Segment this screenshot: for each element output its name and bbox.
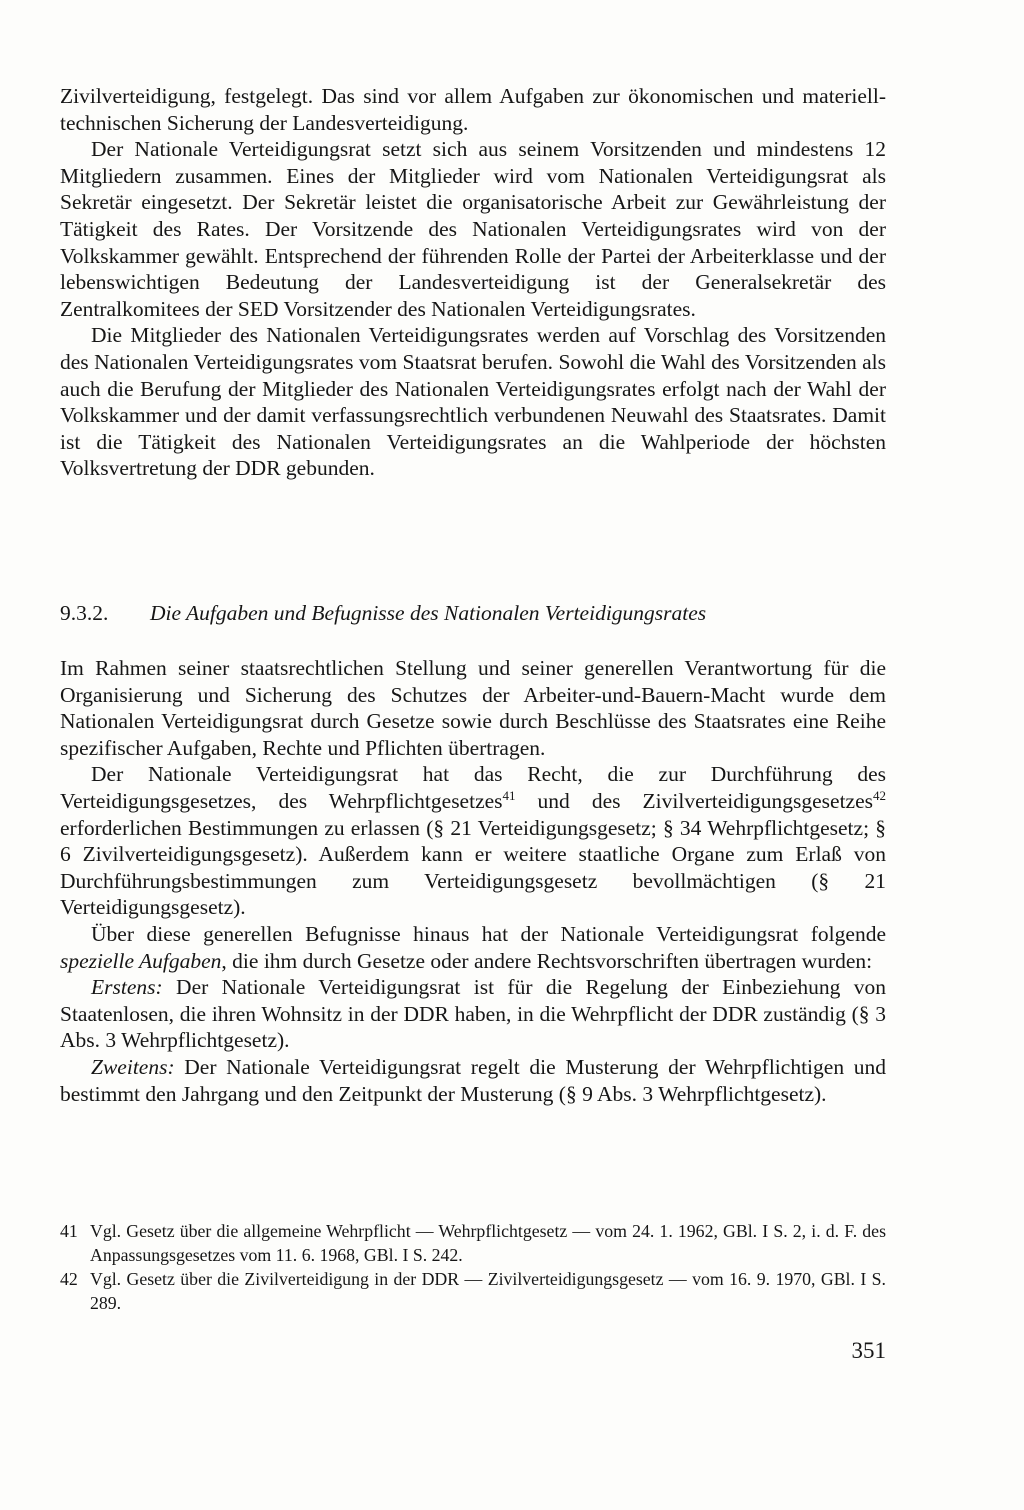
footnote-ref: 42 [873,787,886,803]
paragraph [60,974,886,1054]
footnote [60,1219,886,1267]
section-heading [60,600,886,627]
enumeration-lead: Erstens: [91,975,163,1000]
paragraph: Der Nationale Verteidigungsrat setzt sich aus seinem Vorsitzenden und mindestens 12 Mitgliedern zusammen. Eines der Mitglieder wird vom Nationalen Verteidigungsrat als Sekretär eingesetzt. Der Sekretär leistet die organisatorische Arbeit zur Gewährleistung der Tätigkeit des Rates. Der Vorsitzende des Nationalen Verteidigungsrates wird von der Volkskammer gewählt. Entsprechend der führenden Rolle der Partei der Arbeiterklasse und der lebenswichtigen Bedeutung der Landesverteidigung ist der Generalsekretär des Zentralkomitees der SED Vorsitzender des Nationalen Verteidigungsrates. [60,137,886,321]
text-run: Der Nationale Verteidigungsrat ist für die Regelung der Einbeziehung von Staatenlosen, die ihren Wohnsitz in der DDR haben, in die Wehrpflicht der DDR zuständig (§ 3 Abs. 3 Wehrpflichtgesetz). [60,975,886,1053]
text-run: erforderlichen Bestimmungen zu erlassen (§ 21 Verteidigungsgesetz; § 34 Wehrpflichtgesetz; § 6 Zivilverteidigungsgesetz). Außerdem kann er weitere staatliche Organe zum Erlaß von Durchführungsbestimmungen zum Verteidigungsgesetz bevollmächtigen (§ 21 Verteidigungsgesetz). [60,815,886,920]
section-title: Die Aufgaben und Befugnisse des Nationalen Verteidigungsrates [150,601,707,625]
text-run: Über diese generellen Befugnisse hinaus hat der Nationale Verteidigungsrat folgende [91,921,886,946]
emphasis-text: spezielle Aufgaben [60,948,222,973]
paragraph [60,761,886,921]
body-text-lower [60,655,886,1107]
footnote-text: Vgl. Gesetz über die Zivilverteidigung in der DDR — Zivilverteidigungsgesetz — vom 16. 9. 1970, GBl. I S. 289. [90,1269,886,1313]
paragraph: Zivilverteidigung, festgelegt. Das sind vor allem Aufgaben zur ökonomischen und materiell-technischen Sicherung der Landesverteidigung. [60,84,886,135]
footnote-text: Vgl. Gesetz über die allgemeine Wehrpflicht — Wehrpflichtgesetz — vom 24. 1. 1962, GBl. I S. 2, i. d. F. des Anpassungsgesetzes vom 11. 6. 1968, GBl. I S. 242. [90,1221,886,1265]
paragraph: Die Mitglieder des Nationalen Verteidigungsrates werden auf Vorschlag des Vorsitzenden des Nationalen Verteidigungsrates vom Staatsrat berufen. Sowohl die Wahl des Vorsitzenden als auch die Berufung der Mitglieder des Nationalen Verteidigungsrates erfolgt nach der Wahl der Volkskammer und der damit verfassungsrechtlich verbundenen Neuwahl des Staatsrates. Damit ist die Tätigkeit des Nationalen Verteidigungsrates an die Wahlperiode der höchsten Volksvertretung der DDR gebunden. [60,323,886,481]
text-run: , die ihm durch Gesetze oder andere Rechtsvorschriften übertragen wurden: [221,948,873,973]
footnote-ref: 41 [502,787,516,803]
paragraph [60,921,886,974]
footnotes [60,1219,886,1315]
paragraph [60,1054,886,1107]
paragraph: Im Rahmen seiner staatsrechtlichen Stellung und seiner generellen Verantwortung für die Organisierung und Sicherung des Schutzes der Arbeiter-und-Bauern-Macht wurde dem Nationalen Verteidigungsrat durch Gesetze sowie durch Beschlüsse des Staatsrates eine Reihe spezifischer Aufgaben, Rechte und Pflichten übertragen. [60,656,886,760]
body-text-upper [60,83,886,482]
text-run: Der Nationale Verteidigungsrat regelt die Musterung der Wehrpflichtigen und bestimmt den Jahrgang und den Zeitpunkt der Musterung (§ 9 Abs. 3 Wehrpflichtgesetz). [60,1054,886,1106]
enumeration-lead: Zweitens: [91,1054,175,1079]
page-number: 351 [851,1338,886,1363]
footnote [60,1267,886,1315]
text-run: und des Zivilverteidigungsgesetzes [515,788,873,813]
footnote-number: 41 [60,1221,78,1241]
footnote-number: 42 [60,1269,78,1289]
section-number: 9.3.2. [60,601,109,625]
text-run: Der Nationale Verteidigungsrat hat das Recht, die zur Durchführung des Verteidigungsgesetzes, des Wehrpflichtgesetzes [60,762,886,813]
